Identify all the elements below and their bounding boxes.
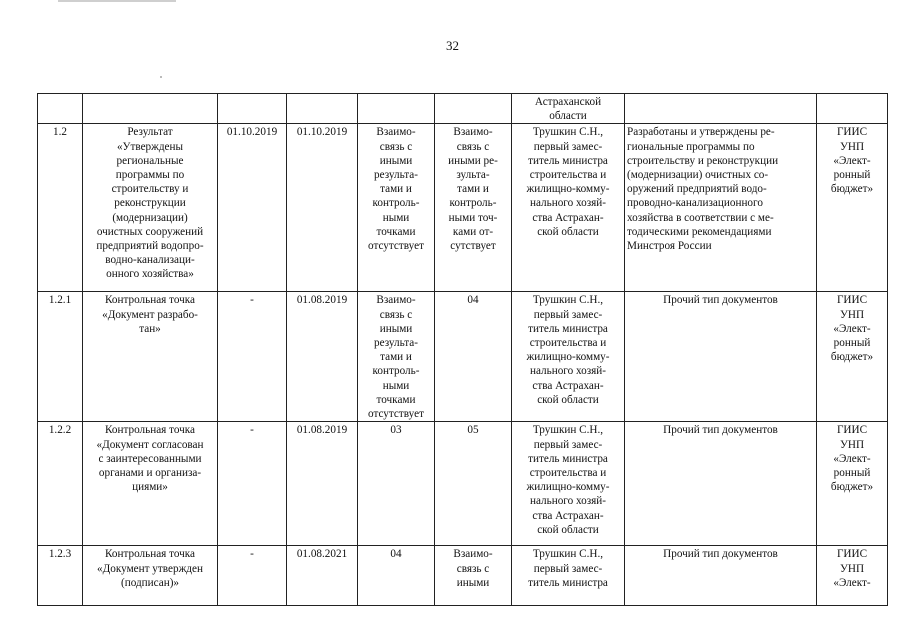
cell-end-date: 01.08.2019 <box>287 292 358 422</box>
cell-number: 1.2.3 <box>38 546 83 606</box>
cell-predecessor <box>358 94 435 124</box>
cell-start-date: - <box>218 546 287 606</box>
cell-successor: 05 <box>435 422 512 546</box>
cell-end-date: 01.08.2021 <box>287 546 358 606</box>
cell-start-date <box>218 94 287 124</box>
cell-info-system <box>817 94 888 124</box>
cell-successor: Взаимо- связь с иными ре- зульта- тами и контроль- ными точ- ками от- сутствует <box>435 124 512 292</box>
cell-number <box>38 94 83 124</box>
cell-result-type: Разработаны и утверждены ре- гиональные программы по строительству и реконструкции (модернизации) очистных со- оружений предприятий водо- проводно-канализационного хозяйства в соответствии с ме- тодическими рекомендациями Минстроя России <box>625 124 817 292</box>
cell-name: Результат «Утверждены региональные программы по строительству и реконструкции (модернизации) очистных сооружений предприятий водопро- водно-канализаци- онного хозяйства» <box>83 124 218 292</box>
cell-successor: Взаимо- связь с иными <box>435 546 512 606</box>
cell-start-date: - <box>218 422 287 546</box>
cell-end-date: 01.08.2019 <box>287 422 358 546</box>
cell-responsible: Астраханской области <box>512 94 625 124</box>
cell-responsible: Трушкин С.Н., первый замес- титель министра <box>512 546 625 606</box>
cell-number: 1.2 <box>38 124 83 292</box>
top-scan-mark <box>58 0 176 2</box>
cell-predecessor: Взаимо- связь с иными результа- тами и контроль- ными точками отсутствует <box>358 124 435 292</box>
table-row <box>38 546 888 606</box>
scan-speck <box>160 76 162 78</box>
cell-predecessor: 04 <box>358 546 435 606</box>
table-row <box>38 422 888 546</box>
cell-successor: 04 <box>435 292 512 422</box>
cell-name: Контрольная точка «Документ утвержден (подписан)» <box>83 546 218 606</box>
cell-end-date <box>287 94 358 124</box>
plan-table <box>37 93 888 606</box>
cell-name: Контрольная точка «Документ разрабо- тан» <box>83 292 218 422</box>
cell-responsible: Трушкин С.Н., первый замес- титель министра строительства и жилищно-комму- нального хозяй- ства Астрахан- ской области <box>512 292 625 422</box>
cell-start-date: 01.10.2019 <box>218 124 287 292</box>
cell-predecessor: 03 <box>358 422 435 546</box>
cell-info-system: ГИИС УНП «Элект- ронный бюджет» <box>817 124 888 292</box>
table-row <box>38 292 888 422</box>
cell-result-type: Прочий тип документов <box>625 546 817 606</box>
cell-predecessor: Взаимо- связь с иными результа- тами и контроль- ными точками отсутствует <box>358 292 435 422</box>
cell-start-date: - <box>218 292 287 422</box>
cell-name: Контрольная точка «Документ согласован с заинтересованными органами и организа- циями» <box>83 422 218 546</box>
cell-info-system: ГИИС УНП «Элект- ронный бюджет» <box>817 292 888 422</box>
page-number: 32 <box>446 38 459 53</box>
cell-successor <box>435 94 512 124</box>
table-row <box>38 124 888 292</box>
cell-responsible: Трушкин С.Н., первый замес- титель министра строительства и жилищно-комму- нального хозяй- ства Астрахан- ской области <box>512 422 625 546</box>
cell-responsible: Трушкин С.Н., первый замес- титель министра строительства и жилищно-комму- нального хозяй- ства Астрахан- ской области <box>512 124 625 292</box>
cell-name <box>83 94 218 124</box>
table-row <box>38 94 888 124</box>
cell-result-type: Прочий тип документов <box>625 292 817 422</box>
cell-info-system: ГИИС УНП «Элект- <box>817 546 888 606</box>
cell-number: 1.2.2 <box>38 422 83 546</box>
cell-end-date: 01.10.2019 <box>287 124 358 292</box>
cell-number: 1.2.1 <box>38 292 83 422</box>
cell-result-type <box>625 94 817 124</box>
cell-info-system: ГИИС УНП «Элект- ронный бюджет» <box>817 422 888 546</box>
cell-result-type: Прочий тип документов <box>625 422 817 546</box>
